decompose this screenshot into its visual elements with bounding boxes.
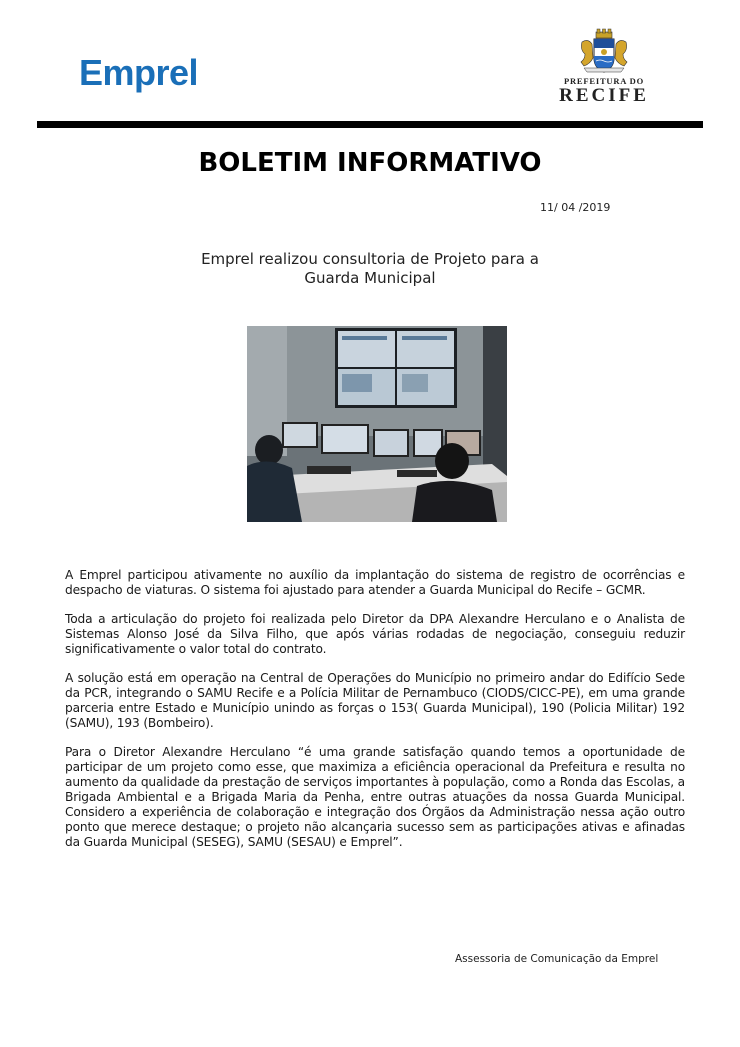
publication-date: 11/ 04 /2019	[540, 201, 611, 214]
page-title: BOLETIM INFORMATIVO	[198, 148, 542, 178]
emprel-logo: Emprel	[79, 52, 199, 93]
paragraph-4: Para o Diretor Alexandre Herculano “é uma grande satisfação quando temos a oportunidade de participar de um projeto como esse, que maximiza a eficiência operacional da Prefeitura e resulta no aumento da qualidade da prestação de serviços importantes à população, como a Ronda das Escolas, a Brigada Ambiental e a Brigada Maria da Penha, entre outras atuações da nossa Guarda Municipal. Considero a experiência de colaboração e integração dos Órgãos da Administração nessa ação outro ponto que merece destaque; o projeto não alcançaria sucesso sem as participações ativas e afinadas da Guarda Municipal (SESEG), SAMU (SESAU) e Emprel”.	[65, 745, 685, 849]
signature: Assessoria de Comunicação da Emprel	[455, 953, 659, 965]
article-body	[65, 568, 685, 864]
control-room-photo	[247, 326, 507, 522]
prefeitura-label: PREFEITURA DO	[563, 76, 645, 86]
recife-label: RECIFE	[559, 85, 649, 106]
recife-crest-icon	[576, 28, 632, 74]
header-divider	[37, 121, 703, 128]
subtitle-line-2: Guarda Municipal	[304, 269, 436, 287]
paragraph-1: A Emprel participou ativamente no auxílio da implantação do sistema de registro de ocorrências e despacho de viaturas. O sistema foi ajustado para atender a Guarda Municipal do Recife – GCMR.	[65, 568, 685, 597]
article-subtitle	[140, 250, 600, 288]
paragraph-3: A solução está em operação na Central de Operações do Município no primeiro andar do Edifício Sede da PCR, integrando o SAMU Recife e a Polícia Militar de Pernambuco (CIODS/CICC-PE), em uma grande parceria entre Estado e Município unindo as forças o 153( Guarda Municipal), 190 (Policia Militar) 192 (SAMU), 193 (Bombeiro).	[65, 671, 685, 730]
paragraph-2: Toda a articulação do projeto foi realizada pelo Diretor da DPA Alexandre Herculano e o Analista de Sistemas Alonso José da Silva Filho, que após várias rodadas de negociação, conseguiu reduzir significativamente o valor total do contrato.	[65, 612, 685, 656]
subtitle-line-1: Emprel realizou consultoria de Projeto para a	[201, 250, 539, 268]
prefeitura-recife-logo	[548, 28, 660, 108]
